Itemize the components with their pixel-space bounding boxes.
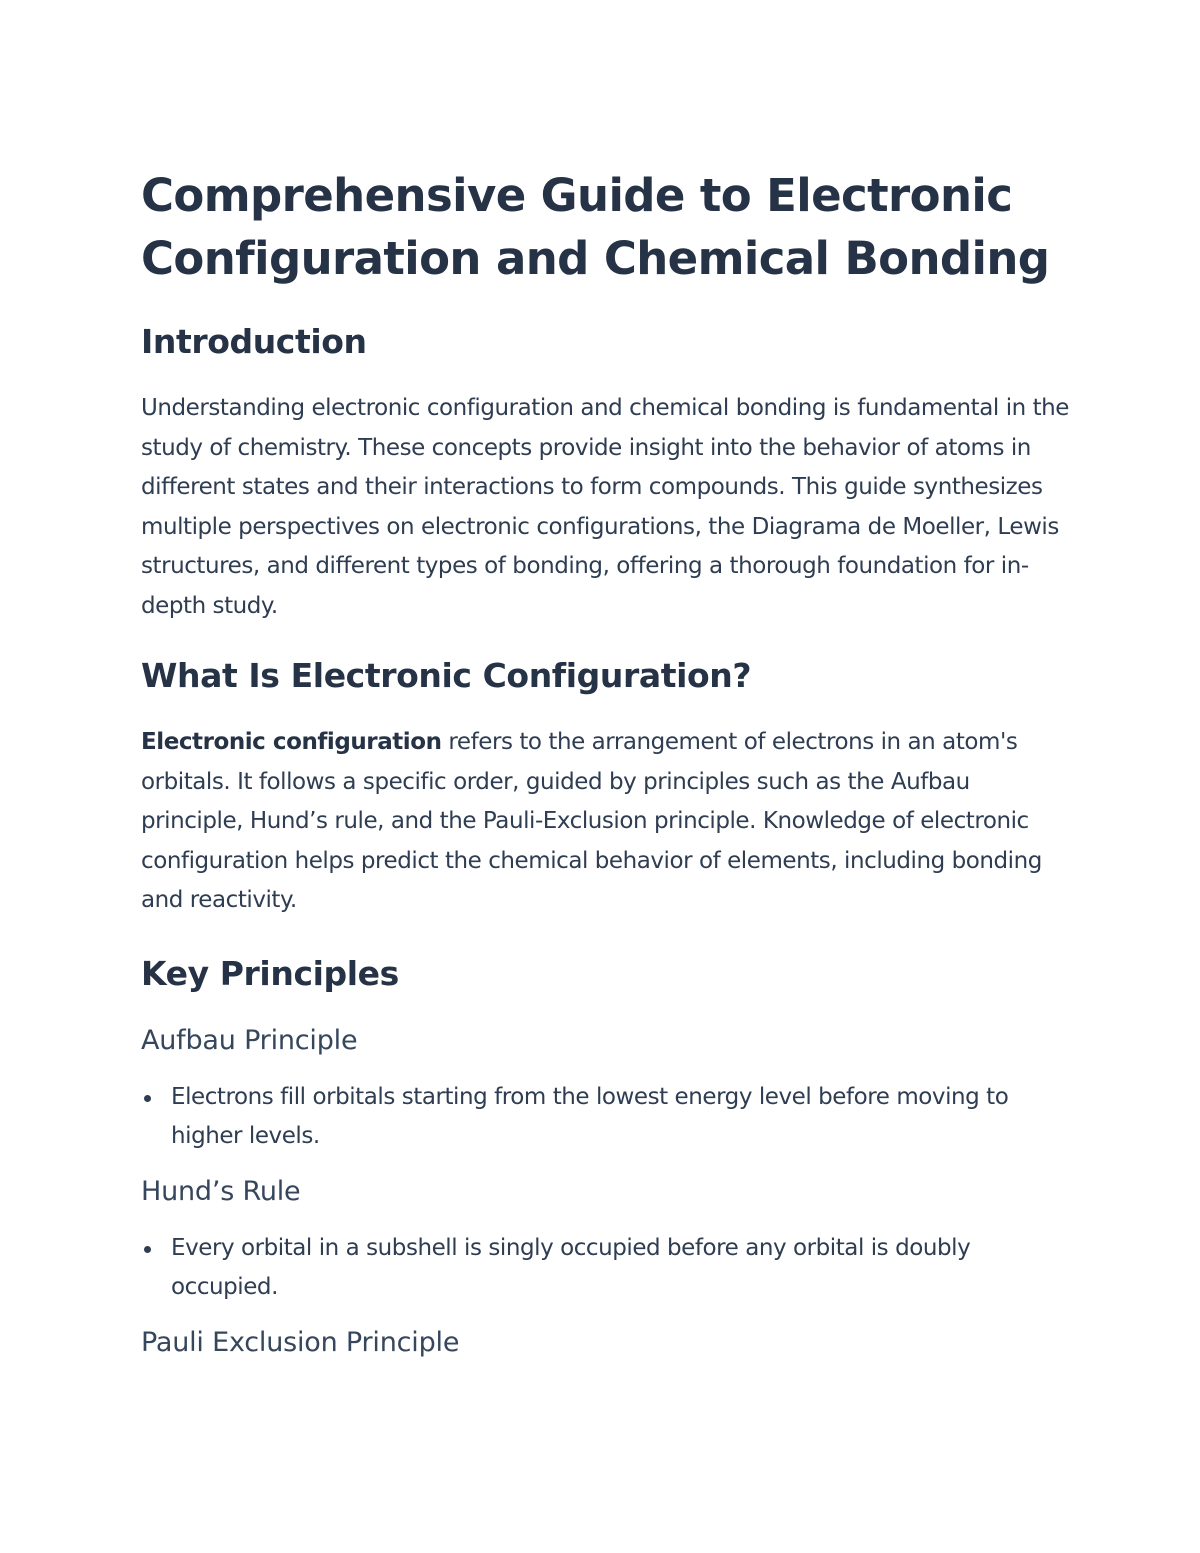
what-is-paragraph-text: refers to the arrangement of electrons in an atom's orbitals. It follows a specific order, guided by principles such as the Aufbau principle, Hund’s rule, and the Pauli-Exclusion principle. Knowledge of electronic configuration helps predict the chemical behavior of elements, including bonding and reactivity. bbox=[141, 729, 1042, 913]
aufbau-heading: Aufbau Principle bbox=[141, 1024, 358, 1056]
introduction-heading: Introduction bbox=[141, 322, 367, 361]
document-title: Comprehensive Guide to Electronic Configuration and Chemical Bonding bbox=[141, 169, 1050, 285]
hund-list bbox=[141, 1229, 1071, 1308]
what-is-paragraph bbox=[141, 723, 1071, 921]
key-principles-heading: Key Principles bbox=[141, 953, 399, 993]
aufbau-list bbox=[141, 1078, 1071, 1157]
electronic-configuration-term: Electronic configuration bbox=[141, 729, 442, 755]
introduction-paragraph: Understanding electronic configuration and chemical bonding is fundamental in the study of chemistry. These concepts provide insight into the behavior of atoms in different states and their interactions to form compounds. This guide synthesizes multiple perspectives on electronic configurations, the Diagrama de Moeller, Lewis structures, and different types of bonding, offering a thorough foundation for in-depth study. bbox=[141, 395, 1070, 619]
document-page bbox=[141, 164, 1071, 1362]
hund-heading: Hund’s Rule bbox=[141, 1175, 301, 1207]
list-item bbox=[141, 1078, 1071, 1157]
list-item bbox=[141, 1229, 1071, 1308]
bullet-icon bbox=[144, 1246, 151, 1253]
what-is-heading: What Is Electronic Configuration? bbox=[141, 656, 752, 695]
list-item-text: Electrons fill orbitals starting from the lowest energy level before moving to higher levels. bbox=[171, 1083, 1009, 1149]
bullet-icon bbox=[144, 1095, 151, 1102]
list-item-text: Every orbital in a subshell is singly occupied before any orbital is doubly occupied. bbox=[171, 1234, 971, 1300]
pauli-heading: Pauli Exclusion Principle bbox=[141, 1326, 460, 1358]
